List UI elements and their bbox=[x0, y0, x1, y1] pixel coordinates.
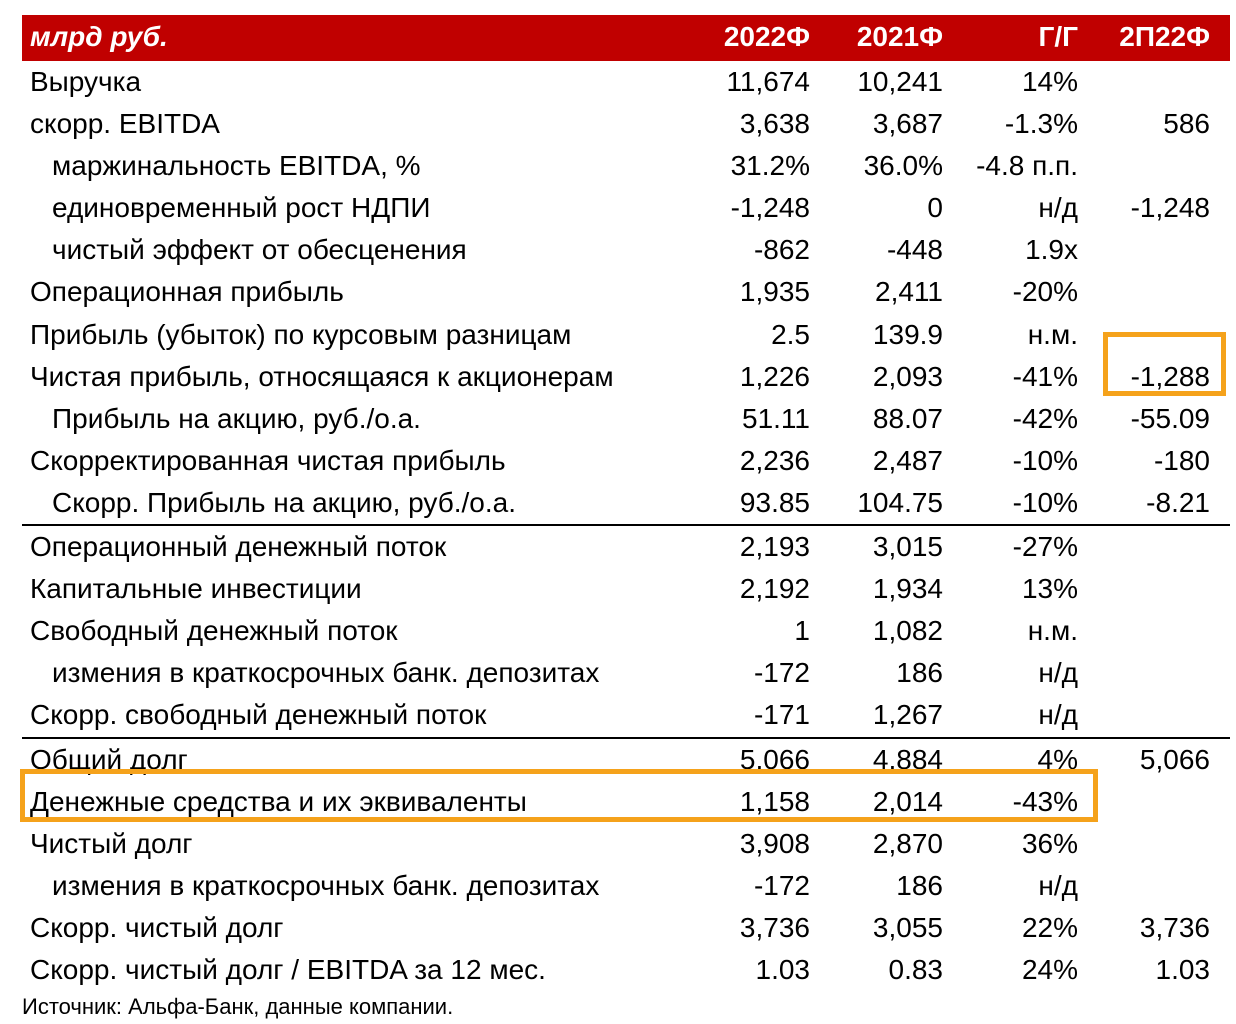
cell-2h22: -180 bbox=[1153, 444, 1210, 476]
cell-2021: 1,267 bbox=[872, 699, 943, 731]
cell-2022: -171 bbox=[753, 699, 810, 731]
table-row bbox=[22, 271, 1230, 313]
cell-2022: 3,908 bbox=[739, 827, 810, 859]
cell-2021: 1,934 bbox=[872, 573, 943, 605]
row-label: Прибыль (убыток) по курсовым разницам bbox=[30, 318, 572, 350]
cell-yoy: -41% bbox=[1012, 360, 1078, 392]
table-row bbox=[22, 823, 1230, 865]
row-label: измения в краткосрочных банк. депозитах bbox=[52, 657, 600, 689]
table-row bbox=[22, 440, 1230, 482]
cell-2022: 11,674 bbox=[726, 66, 810, 97]
cell-2021: 3,055 bbox=[872, 911, 943, 943]
row-label: Скорр. чистый долг bbox=[30, 911, 284, 943]
source-note: Источник: Альфа-Банк, данные компании. bbox=[22, 994, 454, 1019]
cell-yoy: 14% bbox=[1021, 66, 1078, 97]
cell-yoy: 24% bbox=[1021, 953, 1078, 985]
cell-2022: 31.2% bbox=[730, 150, 810, 182]
cell-yoy: 4% bbox=[1037, 743, 1078, 775]
table-header bbox=[22, 15, 1230, 61]
cell-2021: 3,015 bbox=[872, 531, 943, 563]
cell-2021: 10,241 bbox=[857, 66, 943, 97]
cell-yoy: 13% bbox=[1021, 573, 1078, 605]
cell-2h22: 586 bbox=[1163, 108, 1210, 140]
cell-2h22: 1.03 bbox=[1155, 953, 1210, 985]
cell-2022: 2,236 bbox=[739, 444, 810, 476]
cell-yoy: н/д bbox=[1038, 657, 1078, 689]
table-row bbox=[22, 356, 1230, 398]
row-label: измения в краткосрочных банк. депозитах bbox=[52, 869, 600, 901]
row-label: Скорр. Прибыль на акцию, руб./о.а. bbox=[52, 486, 517, 518]
cell-2021: 2,014 bbox=[872, 785, 943, 817]
cell-2021: 186 bbox=[896, 869, 943, 901]
table-row bbox=[22, 482, 1230, 524]
cell-yoy: -10% bbox=[1012, 444, 1078, 476]
table-row bbox=[22, 103, 1230, 145]
header-col-2h22: 2П22Ф bbox=[1119, 21, 1210, 52]
row-label: Прибыль на акцию, руб./о.а. bbox=[52, 402, 421, 434]
financial-table bbox=[22, 15, 1230, 991]
table-row bbox=[22, 229, 1230, 271]
header-units-label: млрд руб. bbox=[30, 21, 168, 52]
cell-2h22: -1,248 bbox=[1130, 192, 1210, 224]
cell-yoy: 22% bbox=[1021, 911, 1078, 943]
row-label: Скорр. чистый долг / EBITDA за 12 мес. bbox=[30, 953, 546, 985]
cell-2022: 1.03 bbox=[755, 953, 810, 985]
cell-2021: 139.9 bbox=[872, 318, 943, 350]
cell-2022: 51.11 bbox=[742, 402, 810, 434]
table-row bbox=[22, 526, 1230, 568]
cell-2022: -172 bbox=[753, 869, 810, 901]
cell-2021: 0.83 bbox=[888, 953, 943, 985]
cell-yoy: 36% bbox=[1021, 827, 1078, 859]
row-label: Скорр. свободный денежный поток bbox=[30, 699, 487, 731]
cell-yoy: н/д bbox=[1038, 869, 1078, 901]
cell-yoy: н.м. bbox=[1027, 615, 1078, 647]
cell-yoy: -4.8 п.п. bbox=[976, 150, 1078, 182]
cell-yoy: -42% bbox=[1012, 402, 1078, 434]
table-row bbox=[22, 610, 1230, 652]
cell-yoy: н/д bbox=[1038, 699, 1078, 731]
cell-yoy: -20% bbox=[1012, 276, 1078, 308]
row-label: Чистый долг bbox=[30, 827, 193, 859]
cell-2021: 2,487 bbox=[872, 444, 943, 476]
row-label: Скорректированная чистая прибыль bbox=[30, 444, 506, 476]
cell-2021: 2,093 bbox=[872, 360, 943, 392]
cell-2022: 3,736 bbox=[739, 911, 810, 943]
cell-yoy: -1.3% bbox=[1004, 108, 1078, 140]
cell-2h22: -55.09 bbox=[1130, 402, 1210, 434]
row-label: Денежные средства и их эквиваленты bbox=[30, 785, 527, 817]
cell-2022: 5,066 bbox=[739, 743, 810, 775]
table-row bbox=[22, 568, 1230, 610]
table-row bbox=[22, 865, 1230, 907]
header-col-2021: 2021Ф bbox=[856, 21, 943, 52]
row-label: скорр. EBITDA bbox=[30, 108, 220, 140]
cell-2h22: -8.21 bbox=[1146, 486, 1210, 518]
cell-2022: 2,192 bbox=[739, 573, 810, 605]
table-row bbox=[22, 61, 1230, 103]
cell-2021: 186 bbox=[896, 657, 943, 689]
cell-2021: 2,411 bbox=[875, 276, 943, 308]
table-row bbox=[22, 694, 1230, 736]
cell-2021: 3,687 bbox=[872, 108, 943, 140]
cell-2022: 1,226 bbox=[739, 360, 810, 392]
cell-2021: 88.07 bbox=[872, 402, 943, 434]
cell-2022: -862 bbox=[753, 234, 810, 266]
header-col-yoy: Г/Г bbox=[1038, 21, 1078, 52]
table-row bbox=[22, 314, 1230, 356]
cell-2022: 1,935 bbox=[739, 276, 810, 308]
cell-2021: 36.0% bbox=[863, 150, 943, 182]
cell-2022: -1,248 bbox=[730, 192, 810, 224]
row-label: единовременный рост НДПИ bbox=[52, 192, 431, 224]
cell-yoy: -27% bbox=[1012, 531, 1078, 563]
cell-2022: 2,193 bbox=[739, 531, 810, 563]
table-row bbox=[22, 907, 1230, 949]
cell-2022: 2.5 bbox=[771, 318, 810, 350]
cell-2021: -448 bbox=[886, 234, 943, 266]
table-row bbox=[22, 949, 1230, 991]
cell-2022: 1,158 bbox=[739, 785, 810, 817]
row-label: чистый эффект от обесценения bbox=[52, 234, 467, 266]
cell-2022: 93.85 bbox=[739, 486, 810, 518]
cell-2022: 1 bbox=[794, 615, 810, 647]
row-label: Общий долг bbox=[30, 743, 188, 775]
cell-2021: 2,870 bbox=[872, 827, 943, 859]
cell-2021: 1,082 bbox=[872, 615, 943, 647]
table-row bbox=[22, 739, 1230, 781]
row-label: маржинальность EBITDA, % bbox=[52, 150, 421, 182]
cell-2022: 3,638 bbox=[739, 108, 810, 140]
cell-yoy: -43% bbox=[1012, 785, 1078, 817]
table-row bbox=[22, 145, 1230, 187]
table-row bbox=[22, 398, 1230, 440]
row-label: Капитальные инвестиции bbox=[30, 573, 362, 605]
row-label: Операционная прибыль bbox=[30, 276, 344, 308]
cell-2021: 104.75 bbox=[857, 486, 943, 518]
table-row bbox=[22, 781, 1230, 823]
row-label: Операционный денежный поток bbox=[30, 531, 447, 563]
cell-yoy: н.м. bbox=[1027, 318, 1078, 350]
cell-2021: 4,884 bbox=[872, 743, 943, 775]
cell-2h22: -1,288 bbox=[1130, 360, 1210, 392]
table-row bbox=[22, 187, 1230, 229]
row-label: Чистая прибыль, относящаяся к акционерам bbox=[30, 360, 614, 392]
cell-2022: -172 bbox=[753, 657, 810, 689]
cell-2h22: 5,066 bbox=[1139, 743, 1210, 775]
table-row bbox=[22, 652, 1230, 694]
row-label: Свободный денежный поток bbox=[30, 615, 398, 647]
cell-yoy: -10% bbox=[1012, 486, 1078, 518]
cell-yoy: н/д bbox=[1038, 192, 1078, 224]
cell-yoy: 1.9x bbox=[1025, 234, 1078, 266]
header-col-2022: 2022Ф bbox=[723, 21, 810, 52]
row-label: Выручка bbox=[30, 66, 142, 97]
cell-2h22: 3,736 bbox=[1139, 911, 1210, 943]
cell-2021: 0 bbox=[927, 192, 943, 224]
